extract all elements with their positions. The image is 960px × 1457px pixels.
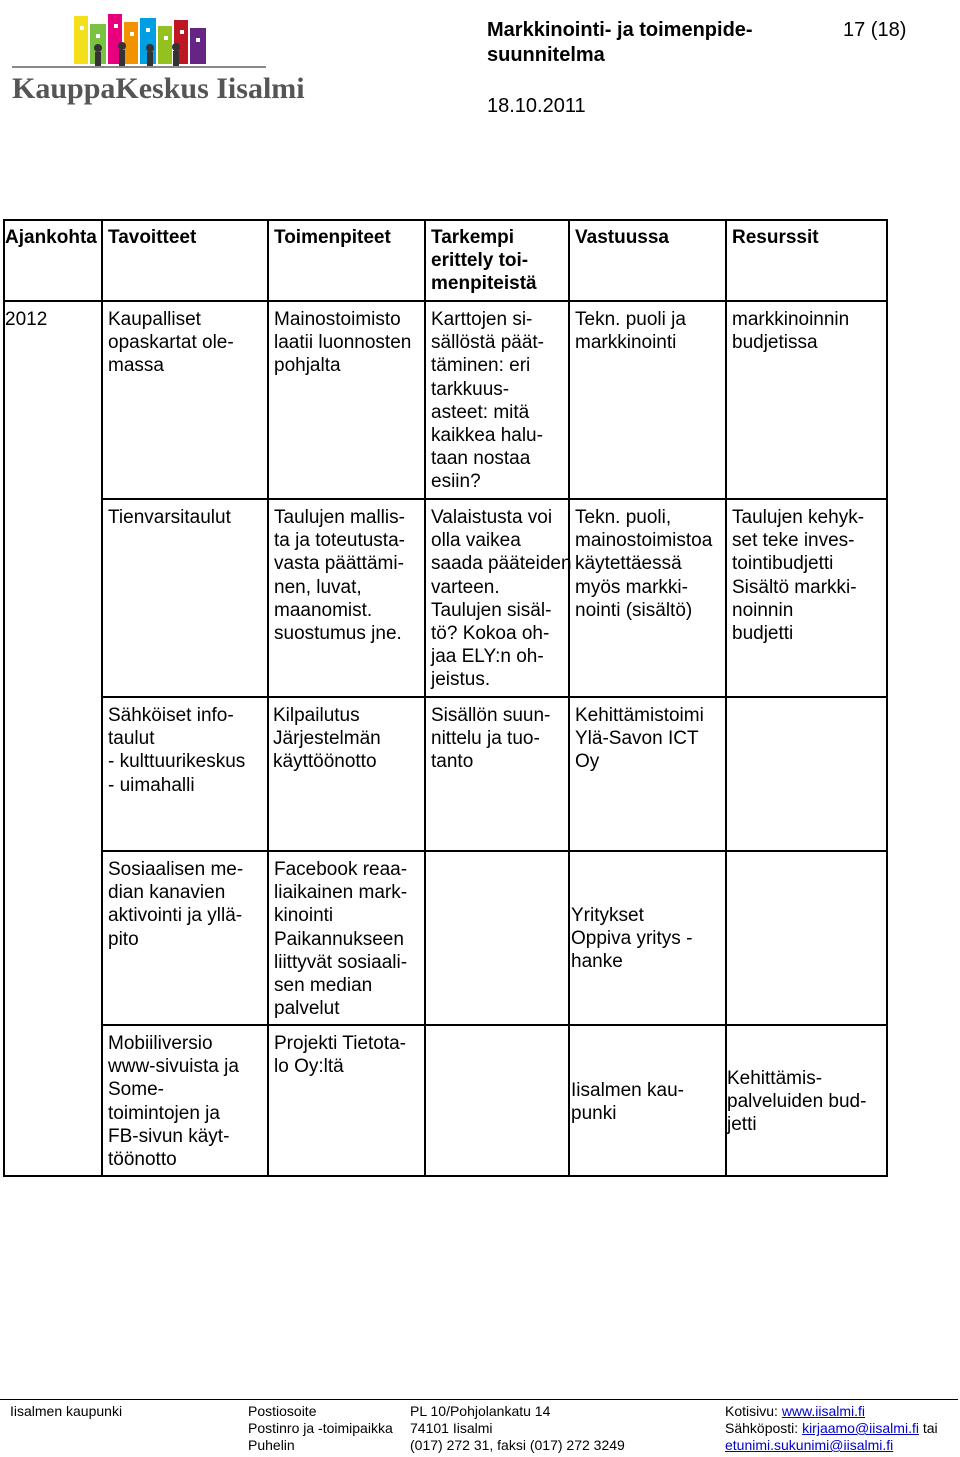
table-rule	[102, 498, 888, 500]
table-cell: Sisällön suun- nittelu ja tuo- tanto	[431, 705, 551, 773]
table-col-rule	[424, 219, 426, 1177]
header-cell: Vastuussa	[575, 227, 669, 248]
table-cell: Tekn. puoli, mainostoimistoa käytettäessä myös markki- nointi (sisältö)	[575, 507, 713, 621]
table-cell: Taulujen kehyk- set teke inves- tointibudjetti Sisältö markki- noinnin budjetti	[732, 507, 865, 645]
table-col-rule	[101, 219, 103, 1177]
header-cell: Tarkempi erittely toi- menpiteistä	[431, 227, 537, 295]
header-cell: Ajankohta	[5, 227, 97, 248]
footer-email-pattern	[725, 1437, 893, 1454]
table-cell: Karttojen si- sällöstä päät- täminen: eri tarkkuus- asteet: mitä kaikkea halu- taan nostaa esiin?	[431, 309, 545, 493]
page-number: 17 (18)	[843, 19, 907, 41]
table-border-top	[3, 219, 888, 221]
table-col-rule	[267, 219, 269, 1177]
table-rule	[102, 850, 888, 852]
homepage-link[interactable]: www.iisalmi.fi	[781, 1403, 866, 1419]
footer-label: Postiosoite	[248, 1403, 317, 1419]
table-cell: Mobiiliversio www-sivuista ja Some- toimintojen ja FB-sivun käyt- töönotto	[108, 1033, 239, 1171]
email-pattern-link[interactable]: etunimi.sukunimi@iisalmi.fi	[725, 1437, 894, 1453]
footer-org: Iisalmen kaupunki	[10, 1403, 123, 1419]
footer-homepage: Kotisivu: www.iisalmi.fi	[725, 1403, 866, 1419]
table-cell: Tekn. puoli ja markkinointi	[575, 309, 686, 354]
table-cell: Kilpailutus Järjestelmän käyttöönotto	[273, 705, 381, 773]
table-rule	[102, 696, 888, 698]
header-cell: Resurssit	[732, 227, 819, 248]
table-border-bottom	[3, 1175, 888, 1177]
table-cell: Yritykset Oppiva yritys - hanke	[571, 905, 693, 973]
table-cell: Mainostoimisto laatii luonnosten pohjalta	[274, 309, 412, 377]
table-cell: Projekti Tietota- lo Oy:ltä	[274, 1033, 406, 1078]
footer-rule	[0, 1399, 958, 1400]
footer-value: 74101 Iisalmi	[410, 1420, 493, 1436]
table-cell: 2012	[5, 309, 48, 330]
kauppakeskus-logo	[10, 14, 305, 106]
table-col-rule	[725, 219, 727, 1177]
table-cell: Taulujen mallis- ta ja toteutusta- vasta päättämi- nen, luvat, maanomist. suostumus jne.	[274, 507, 405, 645]
header-cell: Toimenpiteet	[274, 227, 391, 248]
table-cell: Sosiaalisen me- dian kanavien aktivointi ja yllä- pito	[108, 859, 244, 950]
table-cell: markkinoinnin budjetissa	[732, 309, 850, 354]
logo-buildings-icon	[74, 14, 206, 64]
footer-label: Postinro ja -toimipaikka	[248, 1420, 393, 1436]
logo-text: KauppaKeskus Iisalmi	[12, 72, 305, 105]
page-footer	[0, 1399, 960, 1457]
table-rule	[102, 1024, 888, 1026]
table-cell: Facebook reaa- liaikainen mark- kinointi Paikannukseen liittyvät sosiaali- sen median palvelut	[274, 859, 408, 1020]
table-cell: Kaupalliset opaskartat ole- massa	[108, 309, 234, 377]
footer-value: (017) 272 31, faksi (017) 272 3249	[410, 1437, 625, 1453]
table-border-left	[3, 219, 5, 1177]
table-cell: Kehittämistoimi Ylä-Savon ICT Oy	[575, 705, 704, 773]
table-cell: Sähköiset info- taulut - kulttuurikeskus - uimahalli	[108, 705, 246, 796]
footer-label: Puhelin	[248, 1437, 295, 1453]
footer-email: Sähköposti: kirjaamo@iisalmi.fi tai	[725, 1420, 938, 1436]
footer-value: PL 10/Pohjolankatu 14	[410, 1403, 551, 1419]
table-col-rule	[568, 219, 570, 1177]
document-title: Markkinointi- ja toimenpide- suunnitelma	[487, 19, 753, 66]
header-cell: Tavoitteet	[108, 227, 197, 248]
table-rule	[3, 300, 888, 302]
table-cell: Kehittämis- palveluiden bud- jetti	[727, 1068, 867, 1136]
table-border-right	[886, 219, 888, 1177]
table-cell: Tienvarsitaulut	[108, 507, 231, 528]
table-cell: Valaistusta voi olla vaikea saada pääteiden varteen. Taulujen sisäl- tö? Kokoa oh- jaa ELY:n oh- jeistus.	[431, 507, 572, 691]
email-link[interactable]: kirjaamo@iisalmi.fi	[802, 1420, 919, 1436]
document-date: 18.10.2011	[487, 95, 586, 117]
table-cell: Iisalmen kau- punki	[571, 1080, 684, 1125]
